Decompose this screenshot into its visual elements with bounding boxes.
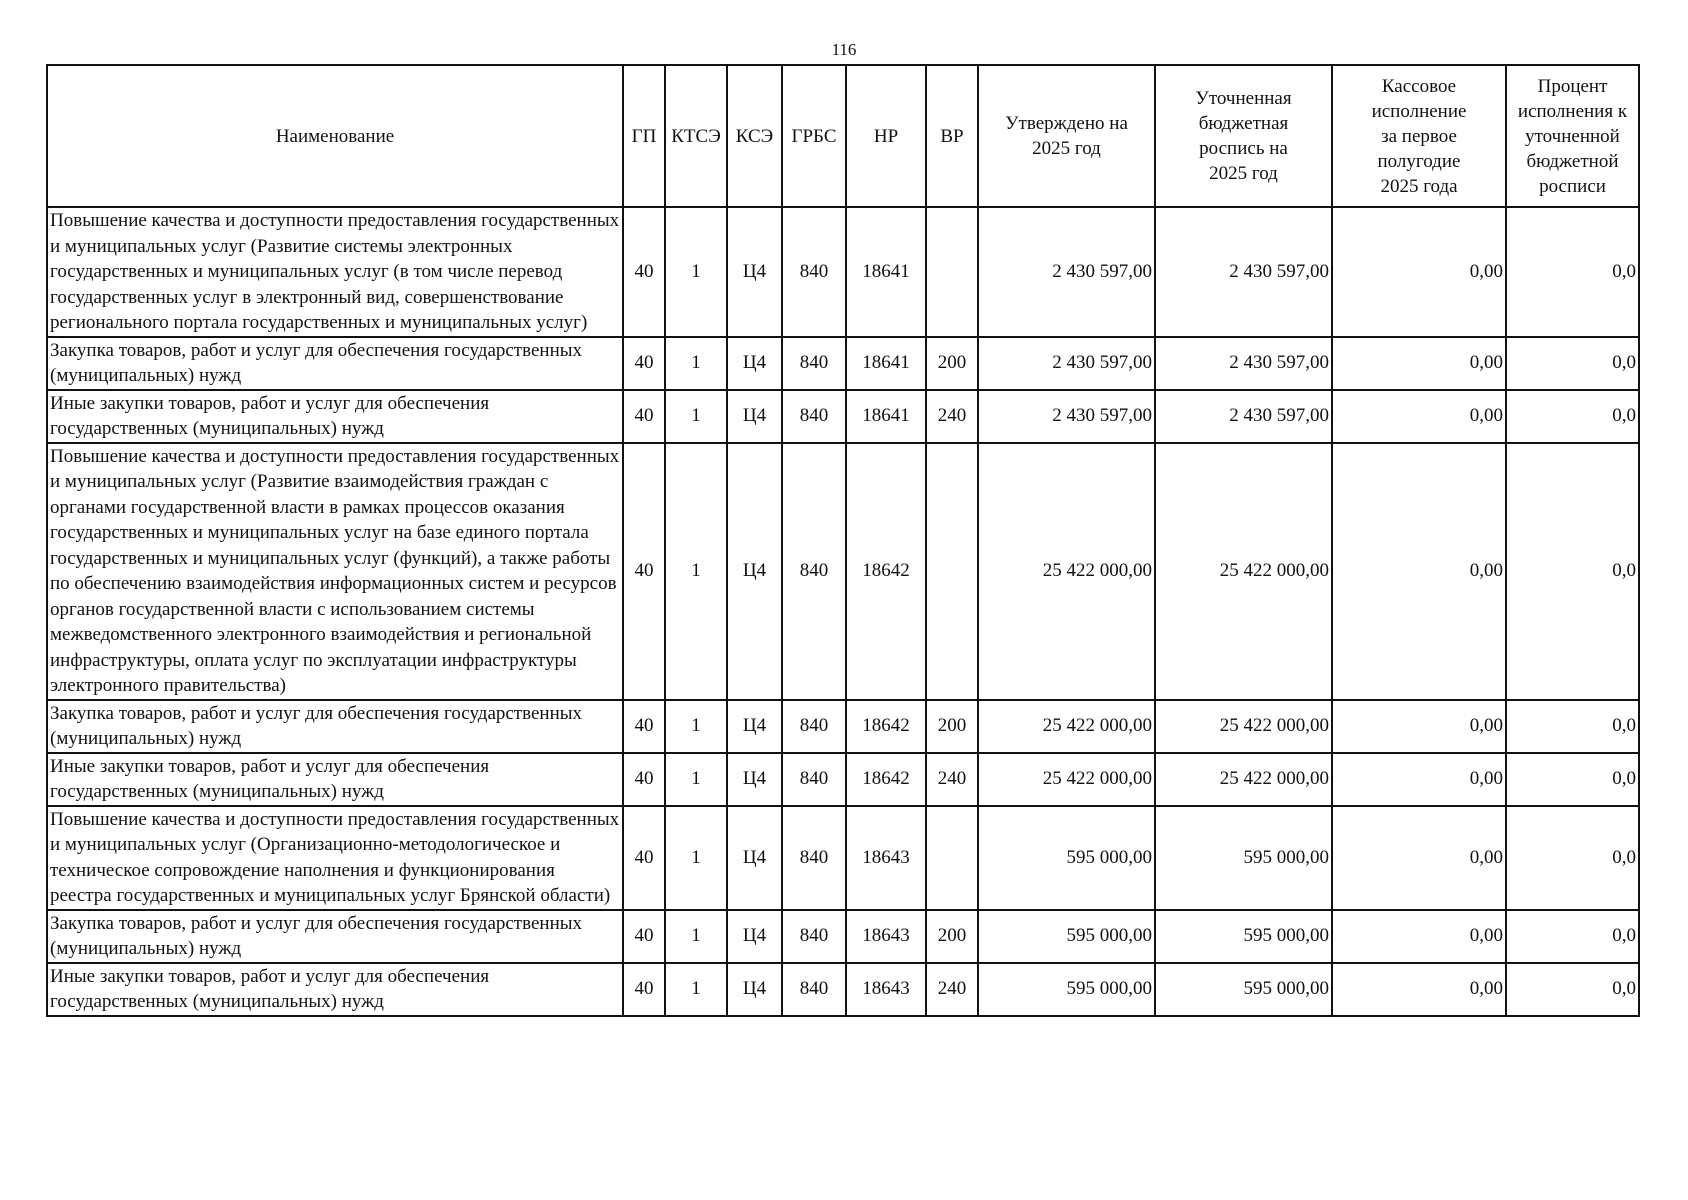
row-vr: [926, 207, 978, 337]
table-header-row: [47, 65, 1639, 207]
row-kse: Ц4: [727, 207, 782, 337]
row-name: Закупка товаров, работ и услуг для обеспечения государственных (муниципальных) нужд: [47, 700, 623, 753]
row-kse: Ц4: [727, 963, 782, 1016]
row-grbs: 840: [782, 390, 846, 443]
row-refined: 595 000,00: [1155, 910, 1332, 963]
row-kse: Ц4: [727, 910, 782, 963]
row-vr: 200: [926, 910, 978, 963]
row-gp: 40: [623, 700, 665, 753]
row-ktse: 1: [665, 963, 727, 1016]
row-kse: Ц4: [727, 700, 782, 753]
header-name: Наименование: [47, 65, 623, 207]
row-gp: 40: [623, 910, 665, 963]
row-refined: 25 422 000,00: [1155, 753, 1332, 806]
row-refined: 25 422 000,00: [1155, 443, 1332, 700]
row-name: Иные закупки товаров, работ и услуг для обеспечения государственных (муниципальных) нужд: [47, 753, 623, 806]
row-nr: 18643: [846, 806, 926, 910]
page-number: 116: [831, 40, 857, 59]
row-vr: 200: [926, 700, 978, 753]
row-name: Повышение качества и доступности предоставления государственных и муниципальных услуг (Развитие системы электронных государственных и муниципальных услуг (в том числе перевод государственных услуг в электронный вид, совершенствование регионального портала государственных и муниципальных услуг): [47, 207, 623, 337]
row-percent: 0,0: [1506, 390, 1639, 443]
row-ktse: 1: [665, 700, 727, 753]
header-refined: Уточненная бюджетная роспись на 2025 год: [1155, 65, 1332, 207]
table-row: [47, 443, 1639, 700]
row-gp: 40: [623, 390, 665, 443]
row-percent: 0,0: [1506, 443, 1639, 700]
row-grbs: 840: [782, 443, 846, 700]
row-nr: 18641: [846, 390, 926, 443]
row-kse: Ц4: [727, 390, 782, 443]
row-approved: 25 422 000,00: [978, 753, 1155, 806]
row-percent: 0,0: [1506, 963, 1639, 1016]
row-refined: 2 430 597,00: [1155, 337, 1332, 390]
row-grbs: 840: [782, 806, 846, 910]
row-cash: 0,00: [1332, 963, 1506, 1016]
row-vr: 240: [926, 963, 978, 1016]
row-refined: 2 430 597,00: [1155, 207, 1332, 337]
table-row: [47, 700, 1639, 753]
row-nr: 18643: [846, 963, 926, 1016]
row-percent: 0,0: [1506, 700, 1639, 753]
row-name: Повышение качества и доступности предоставления государственных и муниципальных услуг (Развитие взаимодействия граждан с органами государственной власти в рамках процессов оказания государственных и муниципальных услуг на базе единого портала государственных и муниципальных услуг (функций), а также работы по обеспечению взаимодействия информационных систем и ресурсов органов государственной власти с использованием системы межведомственного электронного взаимодействия и региональной инфраструктуры, оплата услуг по эксплуатации инфраструктуры электронного правительства): [47, 443, 623, 700]
row-cash: 0,00: [1332, 700, 1506, 753]
header-grbs: ГРБС: [782, 65, 846, 207]
table-row: [47, 337, 1639, 390]
row-refined: 595 000,00: [1155, 963, 1332, 1016]
header-gp: ГП: [623, 65, 665, 207]
header-ktse: КТСЭ: [665, 65, 727, 207]
row-percent: 0,0: [1506, 753, 1639, 806]
row-gp: 40: [623, 963, 665, 1016]
row-percent: 0,0: [1506, 337, 1639, 390]
row-approved: 2 430 597,00: [978, 337, 1155, 390]
header-nr: НР: [846, 65, 926, 207]
row-gp: 40: [623, 806, 665, 910]
row-grbs: 840: [782, 337, 846, 390]
row-nr: 18643: [846, 910, 926, 963]
row-ktse: 1: [665, 806, 727, 910]
row-approved: 2 430 597,00: [978, 390, 1155, 443]
row-name: Закупка товаров, работ и услуг для обеспечения государственных (муниципальных) нужд: [47, 337, 623, 390]
row-grbs: 840: [782, 910, 846, 963]
row-nr: 18642: [846, 700, 926, 753]
row-grbs: 840: [782, 700, 846, 753]
row-name: Иные закупки товаров, работ и услуг для обеспечения государственных (муниципальных) нужд: [47, 390, 623, 443]
row-approved: 595 000,00: [978, 806, 1155, 910]
header-cash: Кассовое исполнение за первое полугодие 2025 года: [1332, 65, 1506, 207]
row-ktse: 1: [665, 910, 727, 963]
table-row: [47, 207, 1639, 337]
row-vr: 200: [926, 337, 978, 390]
row-cash: 0,00: [1332, 337, 1506, 390]
row-vr: 240: [926, 753, 978, 806]
row-cash: 0,00: [1332, 207, 1506, 337]
table-row: [47, 910, 1639, 963]
row-nr: 18641: [846, 337, 926, 390]
row-kse: Ц4: [727, 443, 782, 700]
row-cash: 0,00: [1332, 443, 1506, 700]
row-kse: Ц4: [727, 806, 782, 910]
row-approved: 25 422 000,00: [978, 700, 1155, 753]
header-kse: КСЭ: [727, 65, 782, 207]
row-vr: [926, 806, 978, 910]
row-ktse: 1: [665, 443, 727, 700]
row-nr: 18641: [846, 207, 926, 337]
row-name: Иные закупки товаров, работ и услуг для обеспечения государственных (муниципальных) нужд: [47, 963, 623, 1016]
row-ktse: 1: [665, 390, 727, 443]
header-percent: Процент исполнения к уточненной бюджетной росписи: [1506, 65, 1639, 207]
row-gp: 40: [623, 207, 665, 337]
row-vr: 240: [926, 390, 978, 443]
row-percent: 0,0: [1506, 207, 1639, 337]
row-grbs: 840: [782, 207, 846, 337]
row-nr: 18642: [846, 443, 926, 700]
row-refined: 595 000,00: [1155, 806, 1332, 910]
row-approved: 25 422 000,00: [978, 443, 1155, 700]
row-cash: 0,00: [1332, 753, 1506, 806]
row-kse: Ц4: [727, 337, 782, 390]
row-kse: Ц4: [727, 753, 782, 806]
row-gp: 40: [623, 753, 665, 806]
row-name: Повышение качества и доступности предоставления государственных и муниципальных услуг (Организационно-методологическое и техническое сопровождение наполнения и функционирования реестра государственных и муниципальных услуг Брянской области): [47, 806, 623, 910]
row-name: Закупка товаров, работ и услуг для обеспечения государственных (муниципальных) нужд: [47, 910, 623, 963]
row-percent: 0,0: [1506, 806, 1639, 910]
table-row: [47, 753, 1639, 806]
row-gp: 40: [623, 443, 665, 700]
row-gp: 40: [623, 337, 665, 390]
row-cash: 0,00: [1332, 806, 1506, 910]
table-row: [47, 963, 1639, 1016]
row-refined: 2 430 597,00: [1155, 390, 1332, 443]
row-approved: 595 000,00: [978, 963, 1155, 1016]
table-row: [47, 806, 1639, 910]
row-ktse: 1: [665, 753, 727, 806]
row-cash: 0,00: [1332, 910, 1506, 963]
row-ktse: 1: [665, 337, 727, 390]
row-percent: 0,0: [1506, 910, 1639, 963]
row-ktse: 1: [665, 207, 727, 337]
row-approved: 595 000,00: [978, 910, 1155, 963]
row-grbs: 840: [782, 753, 846, 806]
budget-table: [46, 64, 1640, 1017]
row-grbs: 840: [782, 963, 846, 1016]
table-row: [47, 390, 1639, 443]
row-cash: 0,00: [1332, 390, 1506, 443]
row-refined: 25 422 000,00: [1155, 700, 1332, 753]
row-approved: 2 430 597,00: [978, 207, 1155, 337]
header-approved: Утверждено на 2025 год: [978, 65, 1155, 207]
row-vr: [926, 443, 978, 700]
header-vr: ВР: [926, 65, 978, 207]
row-nr: 18642: [846, 753, 926, 806]
